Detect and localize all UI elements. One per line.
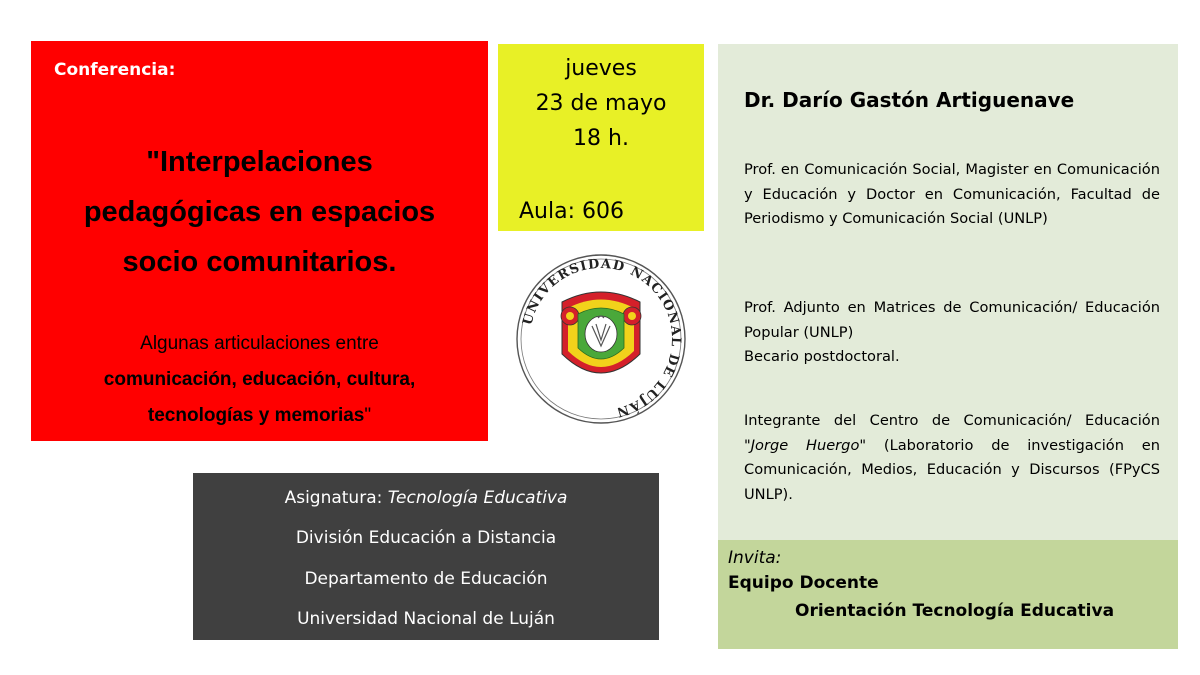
bio-center-end: " (Laboratorio de investigación en Comunicación, Medios, Educación y Discursos (FPyCS UNLP). <box>744 436 1160 503</box>
university-seal-logo <box>512 254 690 424</box>
speaker-bio-center <box>744 409 1160 507</box>
event-date-panel <box>498 44 704 231</box>
conference-title <box>31 137 488 287</box>
course-division: División Educación a Distancia <box>295 528 557 548</box>
speaker-name: Dr. Darío Gastón Artiguenave <box>744 88 1075 112</box>
speaker-bio-postdoc: Becario postdoctoral. <box>744 348 900 365</box>
speaker-bio-position <box>744 296 1160 370</box>
course-subject-label: Asignatura: <box>284 488 388 508</box>
course-info-panel <box>193 473 659 640</box>
course-university: Universidad Nacional de Luján <box>297 609 555 629</box>
course-subject-value: Tecnología Educativa <box>387 488 568 508</box>
title-line-1: "Interpelaciones <box>146 146 373 178</box>
bio-center-start: Integrante del Centro de Comunicación/ Educación " <box>744 412 1160 454</box>
seal-ring-text: UNIVERSIDAD NACIONAL DE LUJÁN <box>520 256 684 420</box>
invite-team: Equipo Docente <box>728 573 879 593</box>
speaker-bio-position-line: Prof. Adjunto en Matrices de Comunicación/ Educación Popular (UNLP) <box>744 299 1160 341</box>
course-department: Departamento de Educación <box>304 569 548 589</box>
event-room: Aula: 606 <box>519 199 624 224</box>
speaker-bio-degrees: Prof. en Comunicación Social, Magister en Comunicación y Educación y Doctor en Comunicación, Facultad de Periodismo y Comunicación Social (UNLP) <box>744 161 1160 227</box>
title-line-3: socio comunitarios. <box>122 246 397 278</box>
subtitle-line-2: comunicación, educación, cultura, <box>103 369 416 390</box>
conference-panel <box>31 41 488 441</box>
course-subject <box>193 488 659 508</box>
conference-label: Conferencia: <box>54 60 176 80</box>
event-day: jueves <box>565 56 637 81</box>
subtitle-line-3-bold: tecnologías y memorias <box>147 405 365 426</box>
subtitle-line-3-end: " <box>364 405 372 426</box>
invite-label: Invita: <box>728 548 782 568</box>
event-time: 18 h. <box>573 126 629 151</box>
subtitle-line-3 <box>31 398 488 434</box>
conference-subtitle <box>31 326 488 434</box>
title-line-2: pedagógicas en espacios <box>83 196 436 228</box>
subtitle-line-1: Algunas articulaciones entre <box>140 333 379 354</box>
invite-panel <box>718 540 1178 649</box>
invite-orientation: Orientación Tecnología Educativa <box>795 601 1115 621</box>
bio-center-italic: Jorge Huergo <box>750 436 860 454</box>
event-date: 23 de mayo <box>535 91 667 116</box>
speaker-panel <box>718 44 1178 540</box>
